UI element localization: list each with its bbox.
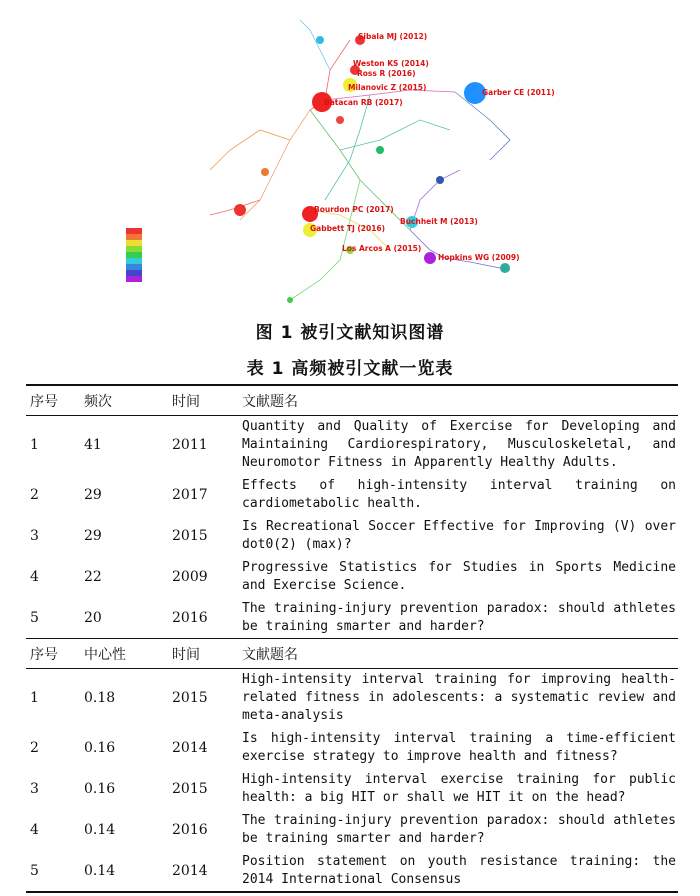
table-row [26, 515, 678, 556]
table-row [26, 809, 678, 850]
table-caption: 表 1 高频被引文献一览表 [246, 359, 454, 379]
cell-no: 2 [30, 739, 39, 756]
citation-table [26, 384, 678, 893]
cell-frequency: 29 [84, 486, 102, 503]
col-header-centrality: 中心性 [80, 639, 168, 669]
cell-title: Progressive Statistics for Studies in Sports Medicine and Exercise Science. [242, 559, 676, 593]
cell-title: Effects of high-intensity interval training on cardiometabolic health. [242, 477, 676, 511]
cell-year: 2015 [172, 690, 208, 706]
cell-title: High-intensity interval exercise training for public health: a big HIT or shall we HIT it on the head? [242, 771, 676, 805]
cell-frequency: 41 [84, 437, 102, 453]
node-label: Ross R (2016) [357, 69, 416, 78]
col-header-year: 时间 [168, 639, 238, 669]
node-label: Gabbett TJ (2016) [310, 224, 386, 233]
cell-no: 3 [30, 527, 39, 544]
table-header-row [26, 639, 678, 669]
table-row [26, 416, 678, 475]
table-row [26, 850, 678, 892]
cell-year: 2014 [172, 739, 208, 756]
cell-year: 2015 [172, 527, 208, 544]
table-row [26, 768, 678, 809]
cell-title: The training-injury prevention paradox: should athletes be training smarter and harder? [242, 812, 676, 846]
node-label: Batacan RB (2017) [324, 98, 403, 107]
cell-year: 2016 [172, 821, 208, 838]
cell-no: 4 [30, 568, 39, 585]
cell-no: 1 [30, 690, 39, 706]
cell-year: 2015 [172, 780, 208, 797]
table-row [26, 556, 678, 597]
node-labels [310, 32, 555, 262]
cell-year: 2016 [172, 609, 208, 626]
cell-frequency: 29 [84, 527, 102, 544]
table-row [26, 727, 678, 768]
table-row [26, 669, 678, 728]
table-row [26, 474, 678, 515]
cell-title: Position statement on youth resistance training: the 2014 International Consensus [238, 850, 678, 892]
cell-year: 2017 [172, 486, 208, 503]
cell-title: Is Recreational Soccer Effective for Improving (V) over dot0(2) (max)? [242, 518, 676, 552]
cell-year: 2009 [172, 568, 208, 585]
cell-no: 1 [30, 437, 39, 453]
col-header-no: 序号 [26, 639, 80, 669]
cell-title: Quantity and Quality of Exercise for Developing and Maintaining Cardiorespiratory, Musculoskeletal, and Neuromotor Fitness in Apparently Healthy Adults. [242, 419, 676, 470]
cell-centrality: 0.16 [84, 780, 116, 797]
cell-no: 3 [30, 780, 39, 797]
cell-no: 2 [30, 486, 39, 503]
node-label: Hopkins WG (2009) [438, 253, 520, 262]
cell-frequency: 20 [84, 609, 102, 626]
cell-year: 2014 [168, 850, 238, 892]
cell-no: 5 [30, 609, 39, 626]
node-label: Milanovic Z (2015) [348, 83, 427, 92]
node-label: Los Arcos A (2015) [342, 244, 422, 253]
node-label: Bourdon PC (2017) [314, 205, 394, 214]
citation-network-figure [110, 0, 555, 310]
col-header-no: 序号 [26, 385, 80, 416]
color-legend [126, 228, 142, 282]
cell-title: Is high-intensity interval training a time-efficient exercise strategy to improve health and fitness? [242, 730, 676, 764]
table-row [26, 597, 678, 639]
node-label: Buchheit M (2013) [400, 217, 478, 226]
cell-frequency: 22 [84, 568, 102, 585]
cell-title: High-intensity interval training for improving health-related fitness in adolescents: a systematic review and meta-analysis [242, 672, 676, 723]
cell-title: The training-injury prevention paradox: should athletes be training smarter and harder? [242, 600, 676, 634]
col-header-year: 时间 [168, 385, 238, 416]
cell-centrality: 0.18 [84, 690, 116, 706]
figure-caption: 图 1 被引文献知识图谱 [255, 323, 445, 343]
cell-year: 2011 [172, 437, 208, 453]
cell-centrality: 0.14 [84, 821, 116, 838]
node-label: Garber CE (2011) [482, 88, 555, 97]
cell-no: 5 [26, 850, 80, 892]
cell-no: 4 [30, 821, 39, 838]
node-label: Sibala MJ (2012) [358, 32, 428, 41]
cell-centrality: 0.14 [80, 850, 168, 892]
table-header-row [26, 385, 678, 416]
col-header-title: 文献题名 [238, 385, 678, 416]
col-header-frequency: 频次 [80, 385, 168, 416]
col-header-title: 文献题名 [238, 639, 678, 669]
node-label: Weston KS (2014) [353, 59, 429, 68]
cell-centrality: 0.16 [84, 739, 116, 756]
